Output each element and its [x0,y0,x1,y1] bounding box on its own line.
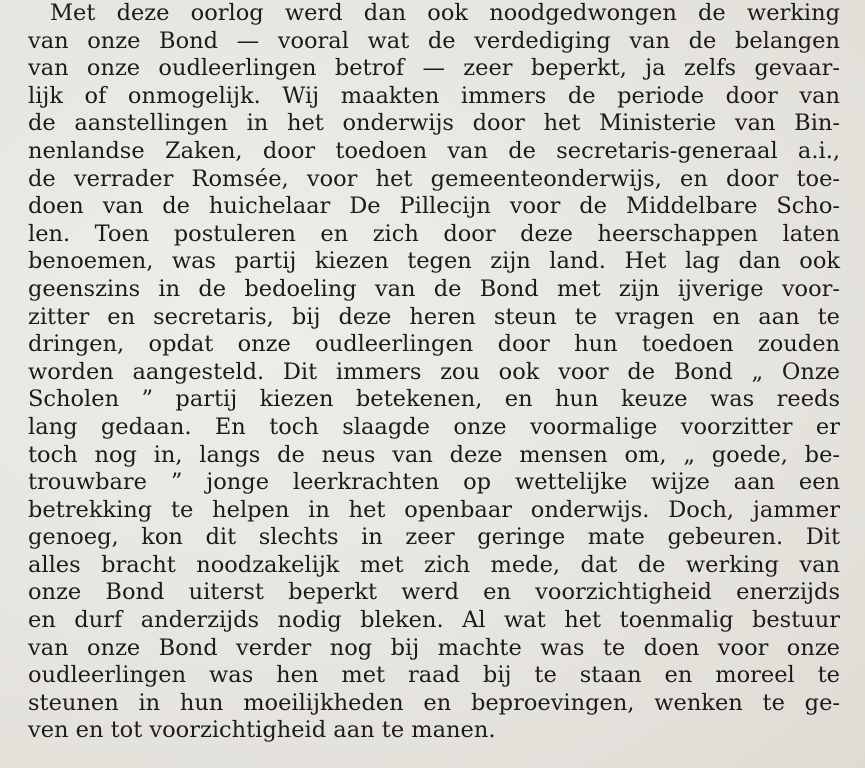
text-line: doen van de huichelaar De Pillecijn voor de Middelbare Scho- [28,193,840,220]
text-line: en durf anderzijds nodig bleken. Al wat het toenmalig bestuur [28,607,840,634]
text-line: geenszins in de bedoeling van de Bond met zijn ijverige voor- [28,275,840,302]
text-line: toch nog in, langs de neus van deze mensen om, „ goede, be- [28,441,840,468]
text-line: len. Toen postuleren en zich door deze heerschappen laten [28,220,840,247]
text-line: lang gedaan. En toch slaagde onze voormalige voorzitter er [28,413,840,440]
text-line: Scholen ” partij kiezen betekenen, en hun keuze was reeds [28,386,840,413]
text-line: nenlandse Zaken, door toedoen van de secretaris-generaal a.i., [28,137,840,164]
text-line: worden aangesteld. Dit immers zou ook voor de Bond „ Onze [28,358,840,385]
text-line: Met deze oorlog werd dan ook noodgedwongen de werking [50,0,840,26]
paragraph [28,0,840,745]
text-line: betrekking te helpen in het openbaar onderwijs. Doch, jammer [28,496,840,523]
text-line: van onze oudleerlingen betrof — zeer beperkt, ja zelfs gevaar- [28,55,840,82]
text-line: ven en tot voorzichtigheid aan te manen. [28,717,496,744]
text-line: van onze Bond — vooral wat de verdediging van de belangen [28,27,840,54]
text-line: genoeg, kon dit slechts in zeer geringe mate gebeuren. Dit [28,524,840,551]
text-line: de verrader Romsée, voor het gemeenteonderwijs, en door toe- [28,165,840,192]
text-line: lijk of onmogelijk. Wij maakten immers de periode door van [28,82,840,109]
text-line: dringen, opdat onze oudleerlingen door hun toedoen zouden [28,331,840,358]
text-line: trouwbare ” jonge leerkrachten op wettelijke wijze aan een [28,469,840,496]
text-line: steunen in hun moeilijkheden en beproevingen, wenken te ge- [28,689,840,716]
text-line: alles bracht noodzakelijk met zich mede, dat de werking van [28,551,840,578]
text-line: oudleerlingen was hen met raad bij te staan en moreel te [28,662,840,689]
text-line: van onze Bond verder nog bij machte was te doen voor onze [28,634,840,661]
text-line: zitter en secretaris, bij deze heren steun te vragen en aan te [28,303,840,330]
text-line: onze Bond uiterst beperkt werd en voorzichtigheid enerzijds [28,579,840,606]
text-line: benoemen, was partij kiezen tegen zijn land. Het lag dan ook [28,248,840,275]
text-line: de aanstellingen in het onderwijs door het Ministerie van Bin- [28,110,840,137]
